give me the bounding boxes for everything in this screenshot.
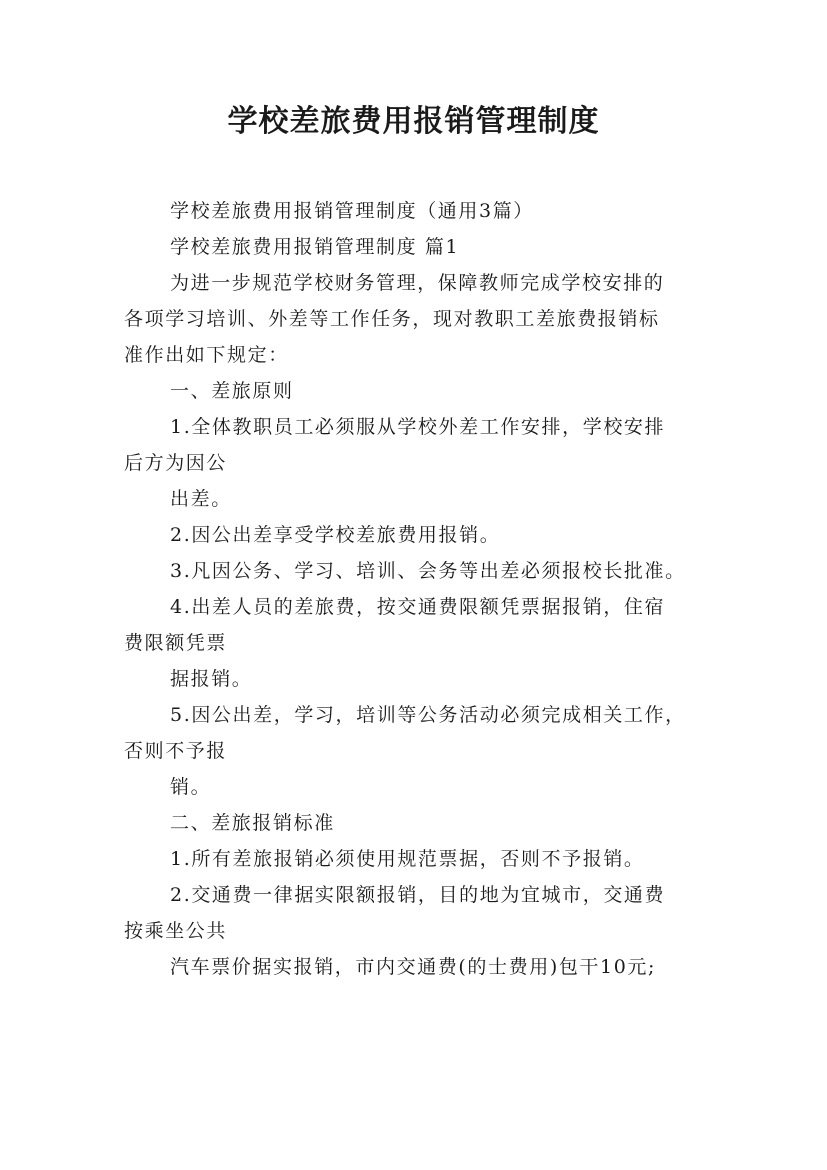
section-heading: 二、差旅报销标准 bbox=[170, 812, 335, 834]
paragraph-line: 为进一步规范学校财务管理，保障教师完成学校安排的 bbox=[170, 272, 665, 294]
paragraph-line: 3.凡因公务、学习、培训、会务等出差必须报校长批准。 bbox=[170, 560, 686, 582]
paragraph-line: 学校差旅费用报销管理制度（通用3篇） bbox=[170, 200, 534, 222]
paragraph-line: 2.因公出差享受学校差旅费用报销。 bbox=[170, 524, 501, 546]
paragraph-line: 费限额凭票 bbox=[124, 632, 228, 654]
paragraph-line: 2.交通费一律据实限额报销，目的地为宜城市，交通费 bbox=[170, 884, 666, 906]
paragraph-line: 销。 bbox=[170, 776, 212, 798]
paragraph-line: 否则不予报 bbox=[124, 740, 228, 762]
paragraph-line: 后方为因公 bbox=[124, 452, 228, 474]
paragraph-line: 1.全体教职员工必须服从学校外差工作安排，学校安排 bbox=[170, 416, 666, 438]
paragraph-line: 1.所有差旅报销必须使用规范票据，否则不予报销。 bbox=[170, 848, 645, 870]
paragraph-line: 汽车票价据实报销，市内交通费(的士费用)包干10元; bbox=[170, 956, 657, 978]
section-heading: 一、差旅原则 bbox=[170, 380, 294, 402]
document-body bbox=[124, 193, 708, 985]
paragraph-line: 据报销。 bbox=[170, 668, 253, 690]
paragraph-line: 各项学习培训、外差等工作任务，现对教职工差旅费报销标 bbox=[124, 308, 660, 330]
paragraph-line: 按乘坐公共 bbox=[124, 920, 228, 942]
paragraph-line: 准作出如下规定： bbox=[124, 344, 289, 366]
paragraph-line: 学校差旅费用报销管理制度 篇1 bbox=[170, 236, 460, 258]
paragraph-line: 5.因公出差，学习，培训等公务活动必须完成相关工作， bbox=[170, 704, 686, 726]
paragraph-line: 4.出差人员的差旅费，按交通费限额凭票据报销，住宿 bbox=[170, 596, 666, 618]
page-title: 学校差旅费用报销管理制度 bbox=[227, 104, 600, 139]
paragraph-line: 出差。 bbox=[170, 488, 232, 510]
